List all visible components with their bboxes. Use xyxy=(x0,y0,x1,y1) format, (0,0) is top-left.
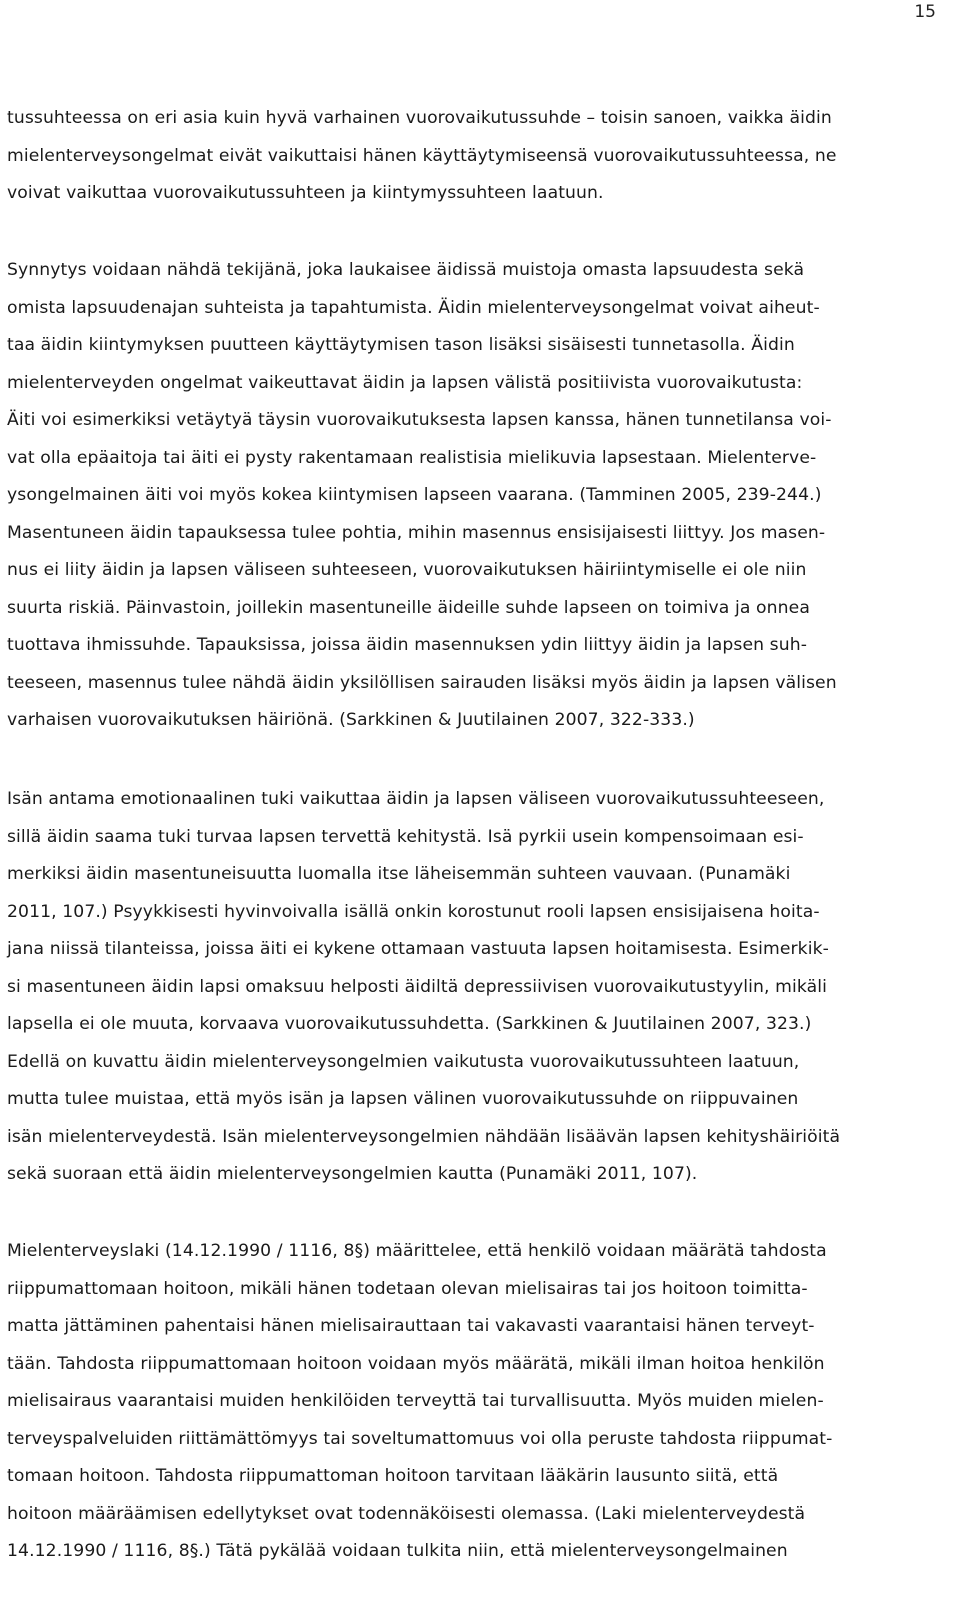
text-line: mutta tulee muistaa, että myös isän ja lapsen välinen vuorovaikutussuhde on riippuvainen xyxy=(7,1089,799,1109)
text-line: isän mielenterveydestä. Isän mielenterveysongelmien nähdään lisäävän lapsen kehityshäiriöitä xyxy=(7,1126,841,1147)
text-line: jana niissä tilanteissa, joissa äiti ei kykene ottamaan vastuuta lapsen hoitamisesta. Esimerkik- xyxy=(7,939,829,959)
text-line: terveyspalveluiden riittämättömyys tai soveltumattomuus voi olla peruste tahdosta riippumat- xyxy=(7,1428,833,1449)
page-number: 15 xyxy=(914,2,936,22)
text-line: mielenterveysongelmat eivät vaikuttaisi hänen käyttäytymiseensä vuorovaikutussuhteessa, ne xyxy=(7,145,837,166)
text-line: Äiti voi esimerkiksi vetäytyä täysin vuorovaikutuksesta lapsen kanssa, hänen tunnetilansa voi- xyxy=(7,410,832,430)
text-line: Synnytys voidaan nähdä tekijänä, joka laukaisee äidissä muistoja omasta lapsuudesta sekä xyxy=(7,260,805,280)
text-line: 2011, 107.) Psyykkisesti hyvinvoivalla isällä onkin korostunut rooli lapsen ensisijaisena hoita- xyxy=(7,901,820,922)
text-line: tään. Tahdosta riippumattomaan hoitoon voidaan myös määrätä, mikäli ilman hoitoa henkilön xyxy=(7,1353,825,1374)
paragraph-3 xyxy=(7,781,840,1194)
text-line: mielisairaus vaarantaisi muiden henkilöiden terveyttä tai turvallisuutta. Myös muiden mielen- xyxy=(7,1391,824,1411)
text-line: mielenterveyden ongelmat vaikeuttavat äidin ja lapsen välistä positiivista vuorovaikutusta: xyxy=(7,372,803,393)
text-line: sillä äidin saama tuki turvaa lapsen tervettä kehitystä. Isä pyrkii usein kompensoimaan esi- xyxy=(7,826,804,847)
text-line: vat olla epäaitoja tai äiti ei pysty rakentamaan realistisia mielikuvia lapsestaan. Mielenterve- xyxy=(7,447,817,468)
text-line: lapsella ei ole muuta, korvaava vuorovaikutussuhdetta. (Sarkkinen & Juutilainen 2007, 323.) xyxy=(7,1014,812,1034)
paragraph-2 xyxy=(7,252,837,740)
text-line: si masentuneen äidin lapsi omaksuu helposti äidiltä depressiivisen vuorovaikutustyylin, mikäli xyxy=(7,976,827,997)
text-line: suurta riskiä. Päinvastoin, joillekin masentuneille äideille suhde lapseen on toimiva ja onnea xyxy=(7,597,810,618)
text-line: nus ei liity äidin ja lapsen väliseen suhteeseen, vuorovaikutuksen häiriintymiselle ei ole niin xyxy=(7,560,807,580)
paragraph-1 xyxy=(7,100,837,213)
text-line: tuottava ihmissuhde. Tapauksissa, joissa äidin masennuksen ydin liittyy äidin ja lapsen suh- xyxy=(7,635,808,655)
text-line: Mielenterveyslaki (14.12.1990 / 1116, 8§) määrittelee, että henkilö voidaan määrätä tahdosta xyxy=(7,1241,827,1261)
text-line: Masentuneen äidin tapauksessa tulee pohtia, mihin masennus ensisijaisesti liittyy. Jos masen- xyxy=(7,522,826,543)
text-line: ysongelmainen äiti voi myös kokea kiintymisen lapseen vaarana. (Tamminen 2005, 239-244.) xyxy=(7,485,822,505)
paragraph-4 xyxy=(7,1233,832,1571)
text-line: voivat vaikuttaa vuorovaikutussuhteen ja kiintymyssuhteen laatuun. xyxy=(7,183,604,203)
text-line: tomaan hoitoon. Tahdosta riippumattoman hoitoon tarvitaan lääkärin lausunto siitä, että xyxy=(7,1466,779,1486)
text-line: hoitoon määräämisen edellytykset ovat todennäköisesti olemassa. (Laki mielenterveydestä xyxy=(7,1503,806,1524)
text-line: merkiksi äidin masentuneisuutta luomalla itse läheisemmän suhteen vauvaan. (Punamäki xyxy=(7,864,791,884)
text-line: matta jättäminen pahentaisi hänen mielisairauttaan tai vakavasti vaarantaisi hänen terveyt- xyxy=(7,1316,815,1336)
text-line: Isän antama emotionaalinen tuki vaikuttaa äidin ja lapsen väliseen vuorovaikutussuhteeseen, xyxy=(7,789,825,809)
text-line: sekä suoraan että äidin mielenterveysongelmien kautta (Punamäki 2011, 107). xyxy=(7,1164,698,1184)
text-line: omista lapsuudenajan suhteista ja tapahtumista. Äidin mielenterveysongelmat voivat aiheut- xyxy=(7,297,820,318)
text-line: Edellä on kuvattu äidin mielenterveysongelmien vaikutusta vuorovaikutussuhteen laatuun, xyxy=(7,1051,800,1072)
text-line: taa äidin kiintymyksen puutteen käyttäytymisen tason lisäksi sisäisesti tunnetasolla. Äidin xyxy=(7,335,795,355)
text-line: teeseen, masennus tulee nähdä äidin yksilöllisen sairauden lisäksi myös äidin ja lapsen välisen xyxy=(7,672,837,693)
text-line: riippumattomaan hoitoon, mikäli hänen todetaan olevan mielisairas tai jos hoitoon toimitta- xyxy=(7,1278,808,1299)
text-line: 14.12.1990 / 1116, 8§.) Tätä pykälää voidaan tulkita niin, että mielenterveysongelmainen xyxy=(7,1541,788,1561)
text-line: varhaisen vuorovaikutuksen häiriönä. (Sarkkinen & Juutilainen 2007, 322-333.) xyxy=(7,710,695,730)
text-line: tussuhteessa on eri asia kuin hyvä varhainen vuorovaikutussuhde – toisin sanoen, vaikka äidin xyxy=(7,108,832,128)
